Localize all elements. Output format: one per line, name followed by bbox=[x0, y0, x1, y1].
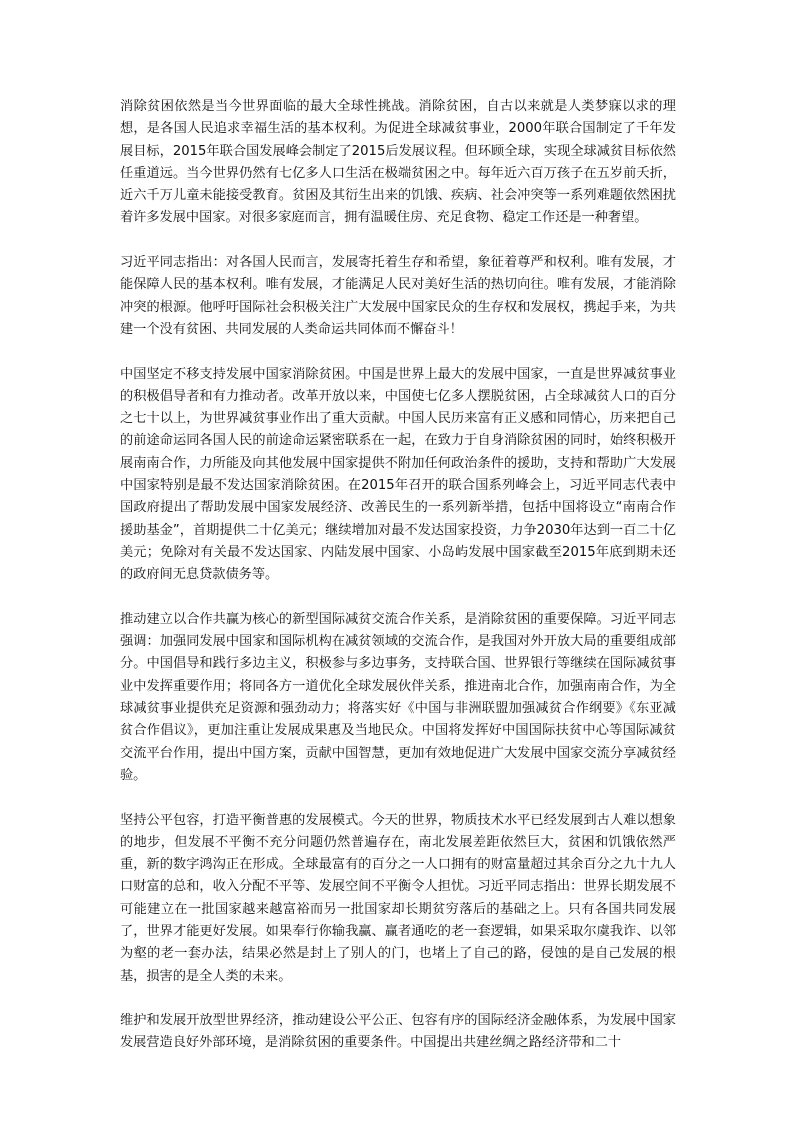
document-body bbox=[120, 96, 676, 1077]
paragraph-china-supports-developing-countries: 中国坚定不移支持发展中国家消除贫困。中国是世界上最大的发展中国家，一直是世界减贫事业的积极倡导者和有力推动者。改革开放以来，中国使七亿多人摆脱贫困，占全球减贫人口的百分之七十以上，为世界减贫事业作出了重大贡献。中国人民历来富有正义感和同情心，历来把自己的前途命运同各国人民的前途命运紧密联系在一起，在致力于自身消除贫困的同时，始终积极开展南南合作，力所能及向其他发展中国家提供不附加任何政治条件的援助，支持和帮助广大发展中国家特别是最不发达国家消除贫困。在2015年召开的联合国系列峰会上，习近平同志代表中国政府提出了帮助发展中国家发展经济、改善民生的一系列新举措，包括中国将设立“南南合作援助基金”，首期提供二十亿美元；继续增加对最不发达国家投资，力争2030年达到一百二十亿美元；免除对有关最不发达国家、内陆发展中国家、小岛屿发展中国家截至2015年底到期未还的政府间无息贷款债务等。 bbox=[120, 366, 676, 583]
paragraph-xi-on-development: 习近平同志指出：对各国人民而言，发展寄托着生存和希望，象征着尊严和权利。唯有发展，才能保障人民的基本权利。唯有发展，才能满足人民对美好生活的热切向往。唯有发展，才能消除冲突的根源。他呼吁国际社会积极关注广大发展中国家民众的生存权和发展权，携起手来，为共建一个没有贫困、共同发展的人类命运共同体而不懈奋斗！ bbox=[120, 255, 676, 337]
paragraph-international-cooperation: 推动建立以合作共赢为核心的新型国际减贫交流合作关系，是消除贫困的重要保障。习近平同志强调：加强同发展中国家和国际机构在减贫领域的交流合作，是我国对外开放大局的重要组成部分。中国倡导和践行多边主义，积极参与多边事务，支持联合国、世界银行等继续在国际减贫事业中发挥重要作用；将同各方一道优化全球发展伙伴关系，推进南北合作，加强南南合作，为全球减贫事业提供充足资源和强劲动力；将落实好《中国与非洲联盟加强减贫合作纲要》《东亚减贫合作倡议》，更加注重让发展成果惠及当地民众。中国将发挥好中国国际扶贫中心等国际减贫交流平台作用，提出中国方案，贡献中国智慧，更加有效地促进广大发展中国家交流分享减贫经验。 bbox=[120, 611, 676, 783]
paragraph-global-poverty-challenge: 消除贫困依然是当今世界面临的最大全球性挑战。消除贫困，自古以来就是人类梦寐以求的理想，是各国人民追求幸福生活的基本权利。为促进全球减贫事业，2000年联合国制定了千年发展目标，2015年联合国发展峰会制定了2015后发展议程。但环顾全球，实现全球减贫目标依然任重道远。当今世界仍然有七亿多人口生活在极端贫困之中。每年近六百万孩子在五岁前夭折，近六千万儿童未能接受教育。贫困及其衍生出来的饥饿、疾病、社会冲突等一系列难题依然困扰着许多发展中国家。对很多家庭而言，拥有温暖住房、充足食物、稳定工作还是一种奢望。 bbox=[120, 99, 676, 226]
paragraph-open-world-economy: 维护和发展开放型世界经济，推动建设公平公正、包容有序的国际经济金融体系，为发展中国家发展营造良好外部环境，是消除贫困的重要条件。中国提出共建丝绸之路经济带和二十 bbox=[120, 1013, 676, 1051]
paragraph-fair-inclusive-development: 坚持公平包容，打造平衡普惠的发展模式。今天的世界，物质技术水平已经发展到古人难以想象的地步，但发展不平衡不充分问题仍然普遍存在，南北发展差距依然巨大，贫困和饥饿依然严重，新的数字鸿沟正在形成。全球最富有的百分之一人口拥有的财富量超过其余百分之九十九人口财富的总和，收入分配不平等、发展空间不平衡令人担忧。习近平同志指出：世界长期发展不可能建立在一批国家越来越富裕而另一批国家却长期贫穷落后的基础之上。只有各国共同发展了，世界才能更好发展。如果奉行你输我赢、赢者通吃的老一套逻辑，如果采取尔虞我诈、以邻为壑的老一套办法，结果必然是封上了别人的门，也堵上了自己的路，侵蚀的是自己发展的根基，损害的是全人类的未来。 bbox=[120, 812, 676, 984]
